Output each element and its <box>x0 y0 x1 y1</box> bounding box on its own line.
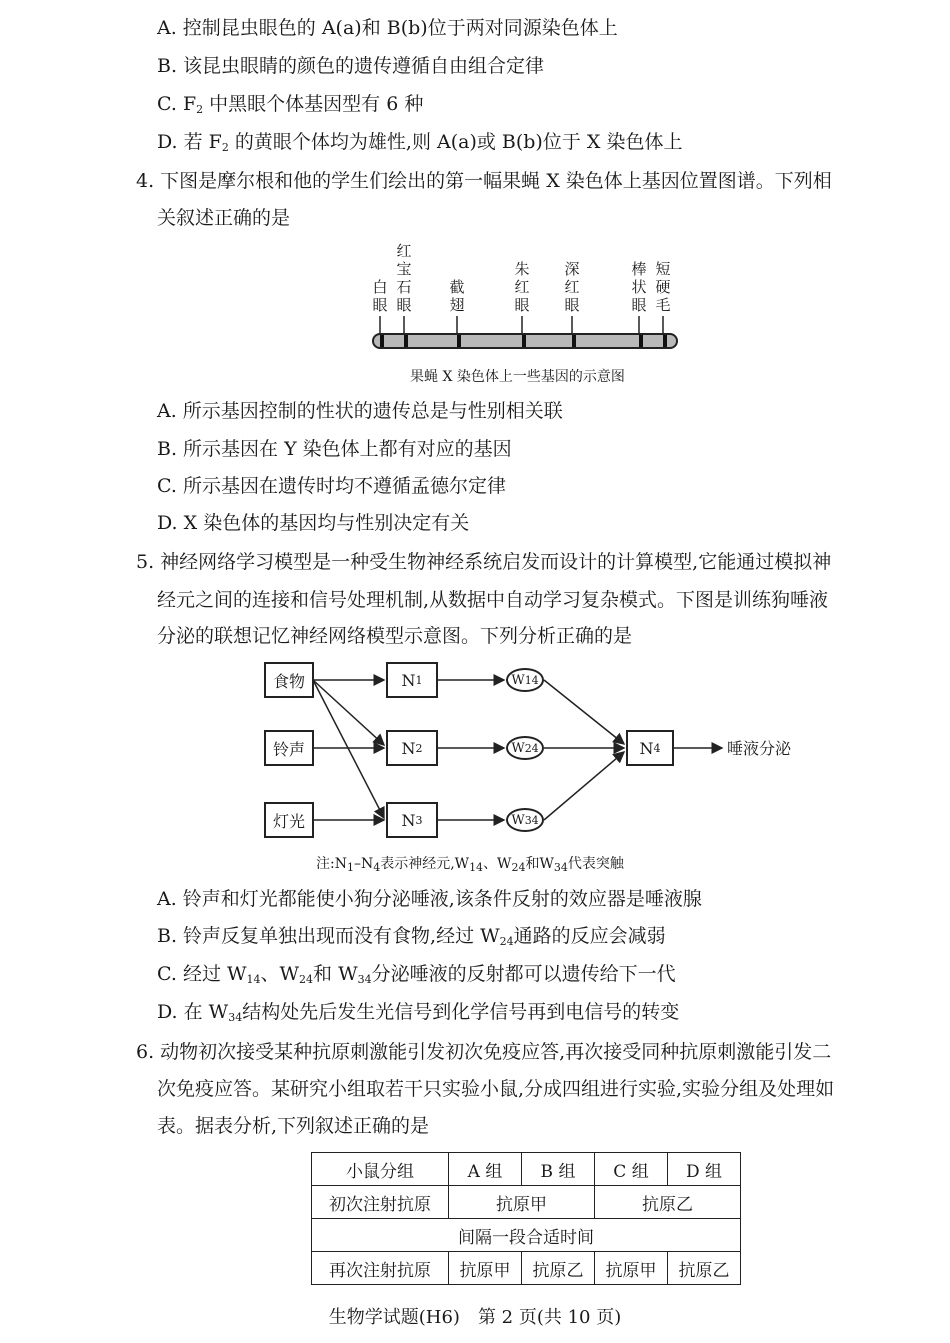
output-salivation: 唾液分泌 <box>727 739 792 758</box>
q6-stem-cont2: 表。据表分析,下列叙述正确的是 <box>157 1115 430 1137</box>
table-row <box>312 1252 741 1285</box>
q5-stem-cont1: 经元之间的连接和信号处理机制,从数据中自动学习复杂模式。下图是训练狗唾液 <box>157 589 829 611</box>
gene-label-carmine-eye: 深红眼 <box>564 260 580 314</box>
table-cell: A 组 <box>449 1153 522 1186</box>
q3-option-c: C. $F_2$ 中黑眼个体基因型有 6 种 <box>157 93 424 116</box>
gene-label-bar-eye: 棒状眼 <box>631 260 647 314</box>
table-cell: 抗原甲 <box>595 1252 668 1285</box>
neuron-n1: N 1 <box>386 662 438 698</box>
chromosome-caption: 果蝇 X 染色体上一些基因的示意图 <box>410 369 625 385</box>
q3-option-b: B. 该昆虫眼睛的颜色的遗传遵循自由组合定律 <box>157 55 545 77</box>
q5-option-d: D. 在 $W_{34}$结构处先后发生光信号到化学信号再到电信号的转变 <box>157 1001 680 1024</box>
q4-option-a: A. 所示基因控制的性状的遗传总是与性别相关联 <box>157 400 563 422</box>
q5-stem-cont2: 分泌的联想记忆神经网络模型示意图。下列分析正确的是 <box>157 625 633 647</box>
table-cell: 抗原甲 <box>449 1252 522 1285</box>
network-note: 注$:N_1-N_4$表示神经元$,W_{14}$、$W_{24}$和$W_{34}$代表突触 <box>316 856 624 874</box>
q5-option-c: C. 经过 $W_{14}$、$W_{24}$和 $W_{34}$分泌唾液的反射都可以遗传给下一代 <box>157 963 676 986</box>
synapse-w14: W 14 <box>506 668 544 692</box>
table-cell: 抗原乙 <box>668 1252 741 1285</box>
gene-label-vermilion-eye: 朱红眼 <box>514 260 530 314</box>
q6-stem: 6. 动物初次接受某种抗原刺激能引发初次免疫应答,再次接受同种抗原刺激能引发二 <box>136 1041 832 1063</box>
table-cell: D 组 <box>668 1153 741 1186</box>
table-cell: 间隔一段合适时间 <box>312 1219 741 1252</box>
q4-option-d: D. X 染色体的基因均与性别决定有关 <box>157 512 470 534</box>
neuron-n4: N 4 <box>626 730 674 766</box>
q3-option-d: D. 若 $F_2$ 的黄眼个体均为雄性,则 A(a)或 B(b)位于 X 染色体上 <box>157 131 683 154</box>
q5-stem: 5. 神经网络学习模型是一种受生物神经系统启发而设计的计算模型,它能通过模拟神 <box>136 551 832 573</box>
q4-stem: 4. 下图是摩尔根和他的学生们绘出的第一幅果蝇 X 染色体上基因位置图谱。下列相 <box>136 170 832 192</box>
input-light-box: 灯光 <box>264 802 314 838</box>
q4-option-c: C. 所示基因在遗传时均不遵循孟德尔定律 <box>157 475 506 497</box>
experiment-table <box>311 1152 741 1285</box>
synapse-w34: W 34 <box>506 808 544 832</box>
gene-label-white-eye: 白眼 <box>372 278 388 314</box>
input-bell-box: 铃声 <box>264 730 314 766</box>
q6-stem-cont1: 次免疫应答。某研究小组取若干只实验小鼠,分成四组进行实验,实验分组及处理如 <box>157 1078 835 1100</box>
neuron-n2: N 2 <box>386 730 438 766</box>
gene-label-cut-wing: 截翅 <box>449 278 465 314</box>
input-food-box: 食物 <box>264 662 314 698</box>
table-cell: B 组 <box>522 1153 595 1186</box>
q5-option-a: A. 铃声和灯光都能使小狗分泌唾液,该条件反射的效应器是唾液腺 <box>157 888 702 910</box>
page-footer: 生物学试题(H6) 第 2 页(共 10 页) <box>328 1307 622 1328</box>
q4-option-b: B. 所示基因在 Y 染色体上都有对应的基因 <box>157 438 512 460</box>
table-cell: 抗原甲 <box>449 1186 595 1219</box>
neuron-n3: N 3 <box>386 802 438 838</box>
table-cell: 再次注射抗原 <box>312 1252 449 1285</box>
synapse-w24: W 24 <box>506 736 544 760</box>
table-cell: 抗原乙 <box>522 1252 595 1285</box>
table-cell: C 组 <box>595 1153 668 1186</box>
q4-stem-cont: 关叙述正确的是 <box>157 207 291 229</box>
table-cell: 初次注射抗原 <box>312 1186 449 1219</box>
table-row <box>312 1219 741 1252</box>
gene-label-ruby-eye: 红宝石眼 <box>396 242 412 314</box>
table-row <box>312 1186 741 1219</box>
table-cell: 小鼠分组 <box>312 1153 449 1186</box>
q3-option-a: A. 控制昆虫眼色的 A(a)和 B(b)位于两对同源染色体上 <box>157 17 618 39</box>
gene-label-bristle: 短硬毛 <box>655 260 671 314</box>
table-row <box>312 1153 741 1186</box>
table-cell: 抗原乙 <box>595 1186 741 1219</box>
q5-option-b: B. 铃声反复单独出现而没有食物,经过 $W_{24}$通路的反应会减弱 <box>157 925 666 948</box>
